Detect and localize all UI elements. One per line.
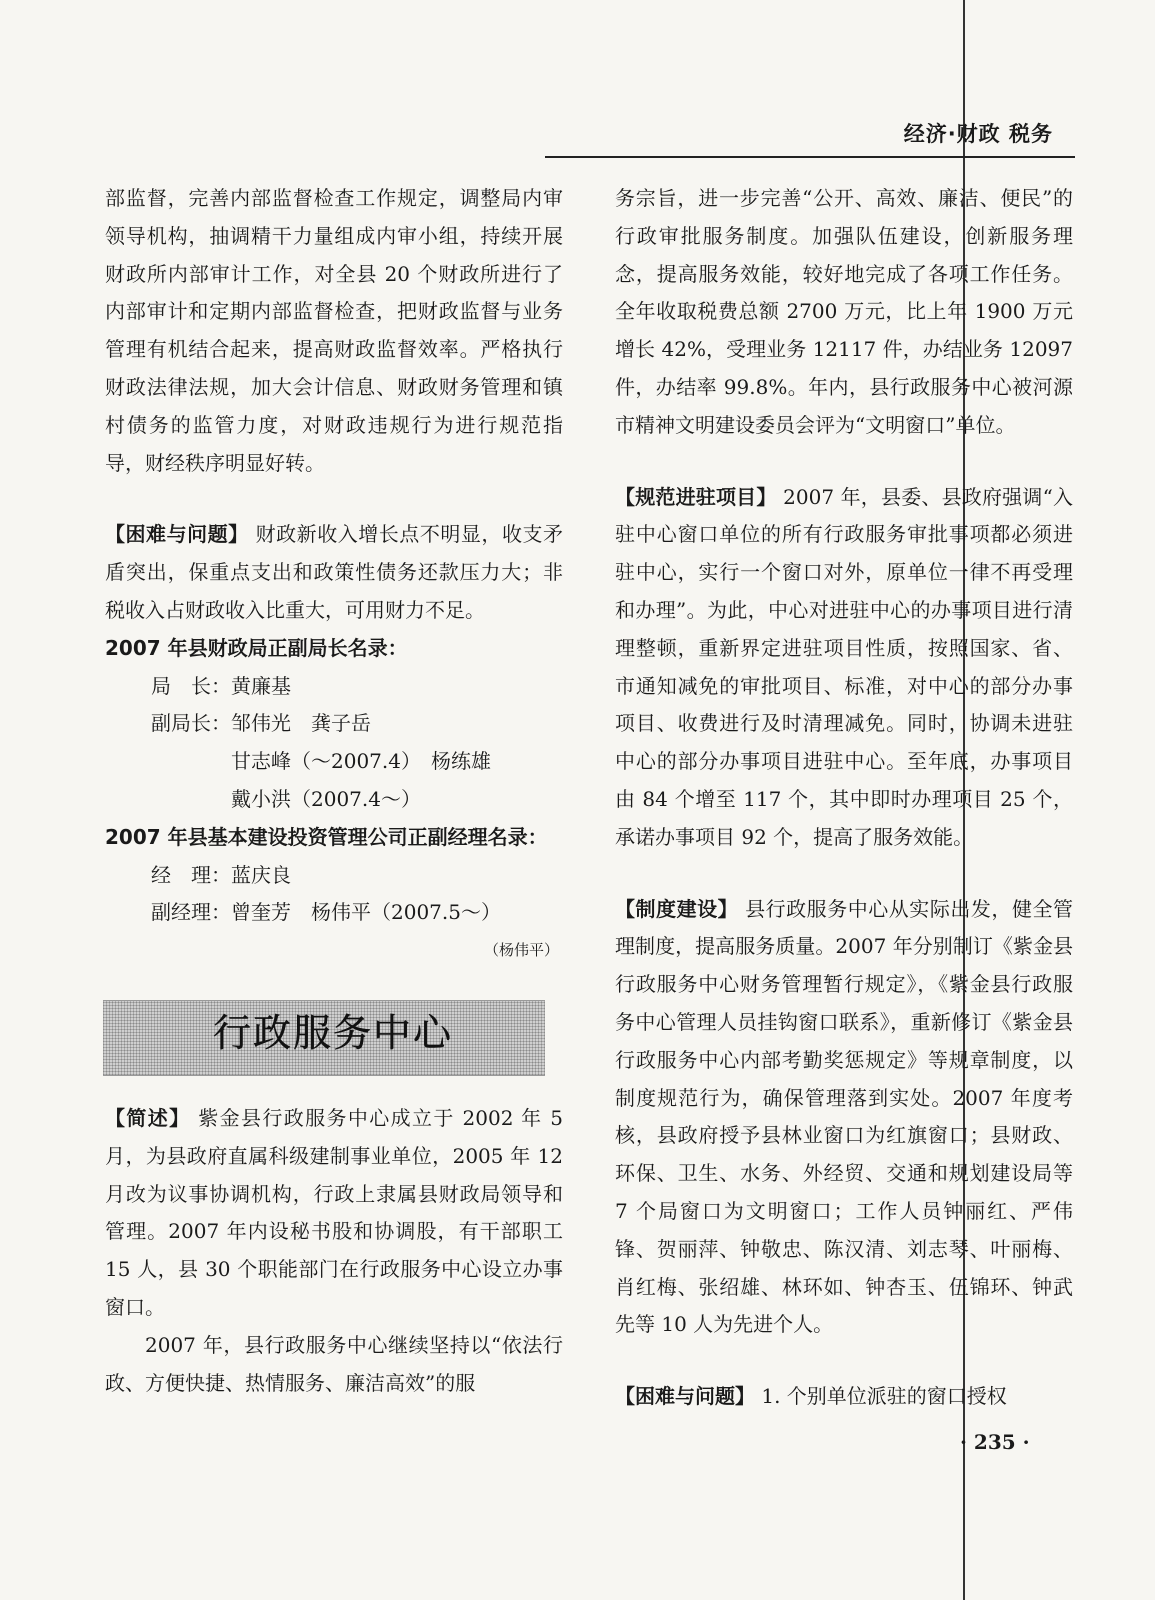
overview-tag: 【简述】	[105, 1105, 191, 1130]
roster-title: 2007 年县财政局正副局长名录：	[105, 635, 408, 660]
problems-paragraph	[105, 516, 563, 629]
paragraph: 2007 年，县行政服务中心继续坚持以“依法行政、方便快捷、热情服务、廉洁高效”的服	[105, 1332, 563, 1395]
roster-deputy: 副局长：邹伟光 龚子岳	[151, 711, 371, 736]
roster-manager: 经 理：蓝庆良	[151, 862, 291, 887]
problems-text: 1. 个别单位派驻的窗口授权	[755, 1384, 1007, 1409]
roster-deputy-cont: 戴小洪（2007.4～）	[231, 786, 421, 811]
running-header	[545, 114, 1075, 158]
problems-tag: 【困难与问题】	[105, 522, 249, 547]
section-banner	[103, 1000, 545, 1076]
section-header-title: 经济·财政 税务	[903, 122, 1053, 146]
system-paragraph	[615, 891, 1073, 1345]
problems-paragraph	[615, 1378, 1073, 1416]
overview-paragraph	[105, 1100, 563, 1327]
paragraph: 务宗旨，进一步完善“公开、高效、廉洁、便民”的行政审批服务制度。加强队伍建设，创新服务理念，提高服务效能，较好地完成了各项工作任务。全年收取税费总额 2700 万元，比上年 1900 万元增长 42%，受理业务 12117 件，办结业务 12097 件，办结率 99.8%。年内，县行政服务中心被河源市精神文明建设委员会评为“文明窗口”单位。	[615, 186, 1073, 437]
page-number: · 235 ·	[960, 1430, 1030, 1454]
system-tag: 【制度建设】	[615, 896, 739, 921]
roster-title: 2007 年县基本建设投资管理公司正副经理名录：	[105, 824, 548, 849]
system-text: 县行政服务中心从实际出发，健全管理制度，提高服务质量。2007 年分别制订《紫金县行政服务中心财务管理暂行规定》，《紫金县行政服务中心管理人员挂钩窗口联系》，重新修订《紫金县行政服务中心内部考勤奖惩规定》等规章制度，以制度规范行为，确保管理落到实处。2007 年度考核，县政府授予县林业窗口为红旗窗口；县财政、环保、卫生、水务、外经贸、交通和规划建设局等 7 个局窗口为文明窗口；工作人员钟丽红、严伟锋、贺丽萍、钟敬忠、陈汉清、刘志琴、叶丽梅、肖红梅、张绍雄、林环如、钟杏玉、伍锦环、钟武先等 10 人为先进个人。	[615, 896, 1074, 1337]
roster-deputy-cont: 甘志峰（～2007.4） 杨练雄	[231, 749, 491, 774]
standard-paragraph	[615, 479, 1073, 857]
right-column	[615, 180, 1073, 1416]
problems-text: 财政新收入增长点不明显，收支矛盾突出，保重点支出和政策性债务还款压力大；非税收入占财政收入比重大，可用财力不足。	[105, 522, 564, 622]
section-title: 行政服务中心	[213, 1010, 454, 1055]
roster-director: 局 长：黄廉基	[151, 673, 291, 698]
author-credit: （杨伟平）	[483, 941, 559, 960]
overview-text: 紫金县行政服务中心成立于 2002 年 5 月，为县政府直属科级建制事业单位，2005 年 12 月改为议事协调机构，行政上隶属县财政局领导和管理。2007 年内设秘书股和协调股，有干部职工 15 人，县 30 个职能部门在行政服务中心设立办事窗口。	[105, 1105, 563, 1319]
standard-text: 2007 年，县委、县政府强调“入驻中心窗口单位的所有行政服务审批事项都必须进驻中心，实行一个窗口对外，原单位一律不再受理和办理”。为此，中心对进驻中心的办事项目进行清理整顿，重新界定进驻项目性质，按照国家、省、市通知减免的审批项目、标准，对中心的部分办事项目、收费进行及时清理减免。同时，协调未进驻中心的部分办事项目进驻中心。至年底，办事项目由 84 个增至 117 个，其中即时办理项目 25 个，承诺办事项目 92 个，提高了服务效能。	[615, 484, 1074, 849]
roster-deputy-manager: 副经理：曾奎芳 杨伟平（2007.5～）	[151, 900, 501, 925]
standard-tag: 【规范进驻项目】	[615, 484, 777, 509]
left-column	[105, 180, 563, 1402]
problems-tag: 【困难与问题】	[615, 1384, 755, 1409]
paragraph: 部监督，完善内部监督检查工作规定，调整局内审领导机构，抽调精干力量组成内审小组，持续开展财政所内部审计工作，对全县 20 个财政所进行了内部审计和定期内部监督检查，把财政监督与业务管理有机结合起来，提高财政监督效率。严格执行财政法律法规，加大会计信息、财政财务管理和镇村债务的监管力度，对财政违规行为进行规范指导，财经秩序明显好转。	[105, 186, 563, 475]
